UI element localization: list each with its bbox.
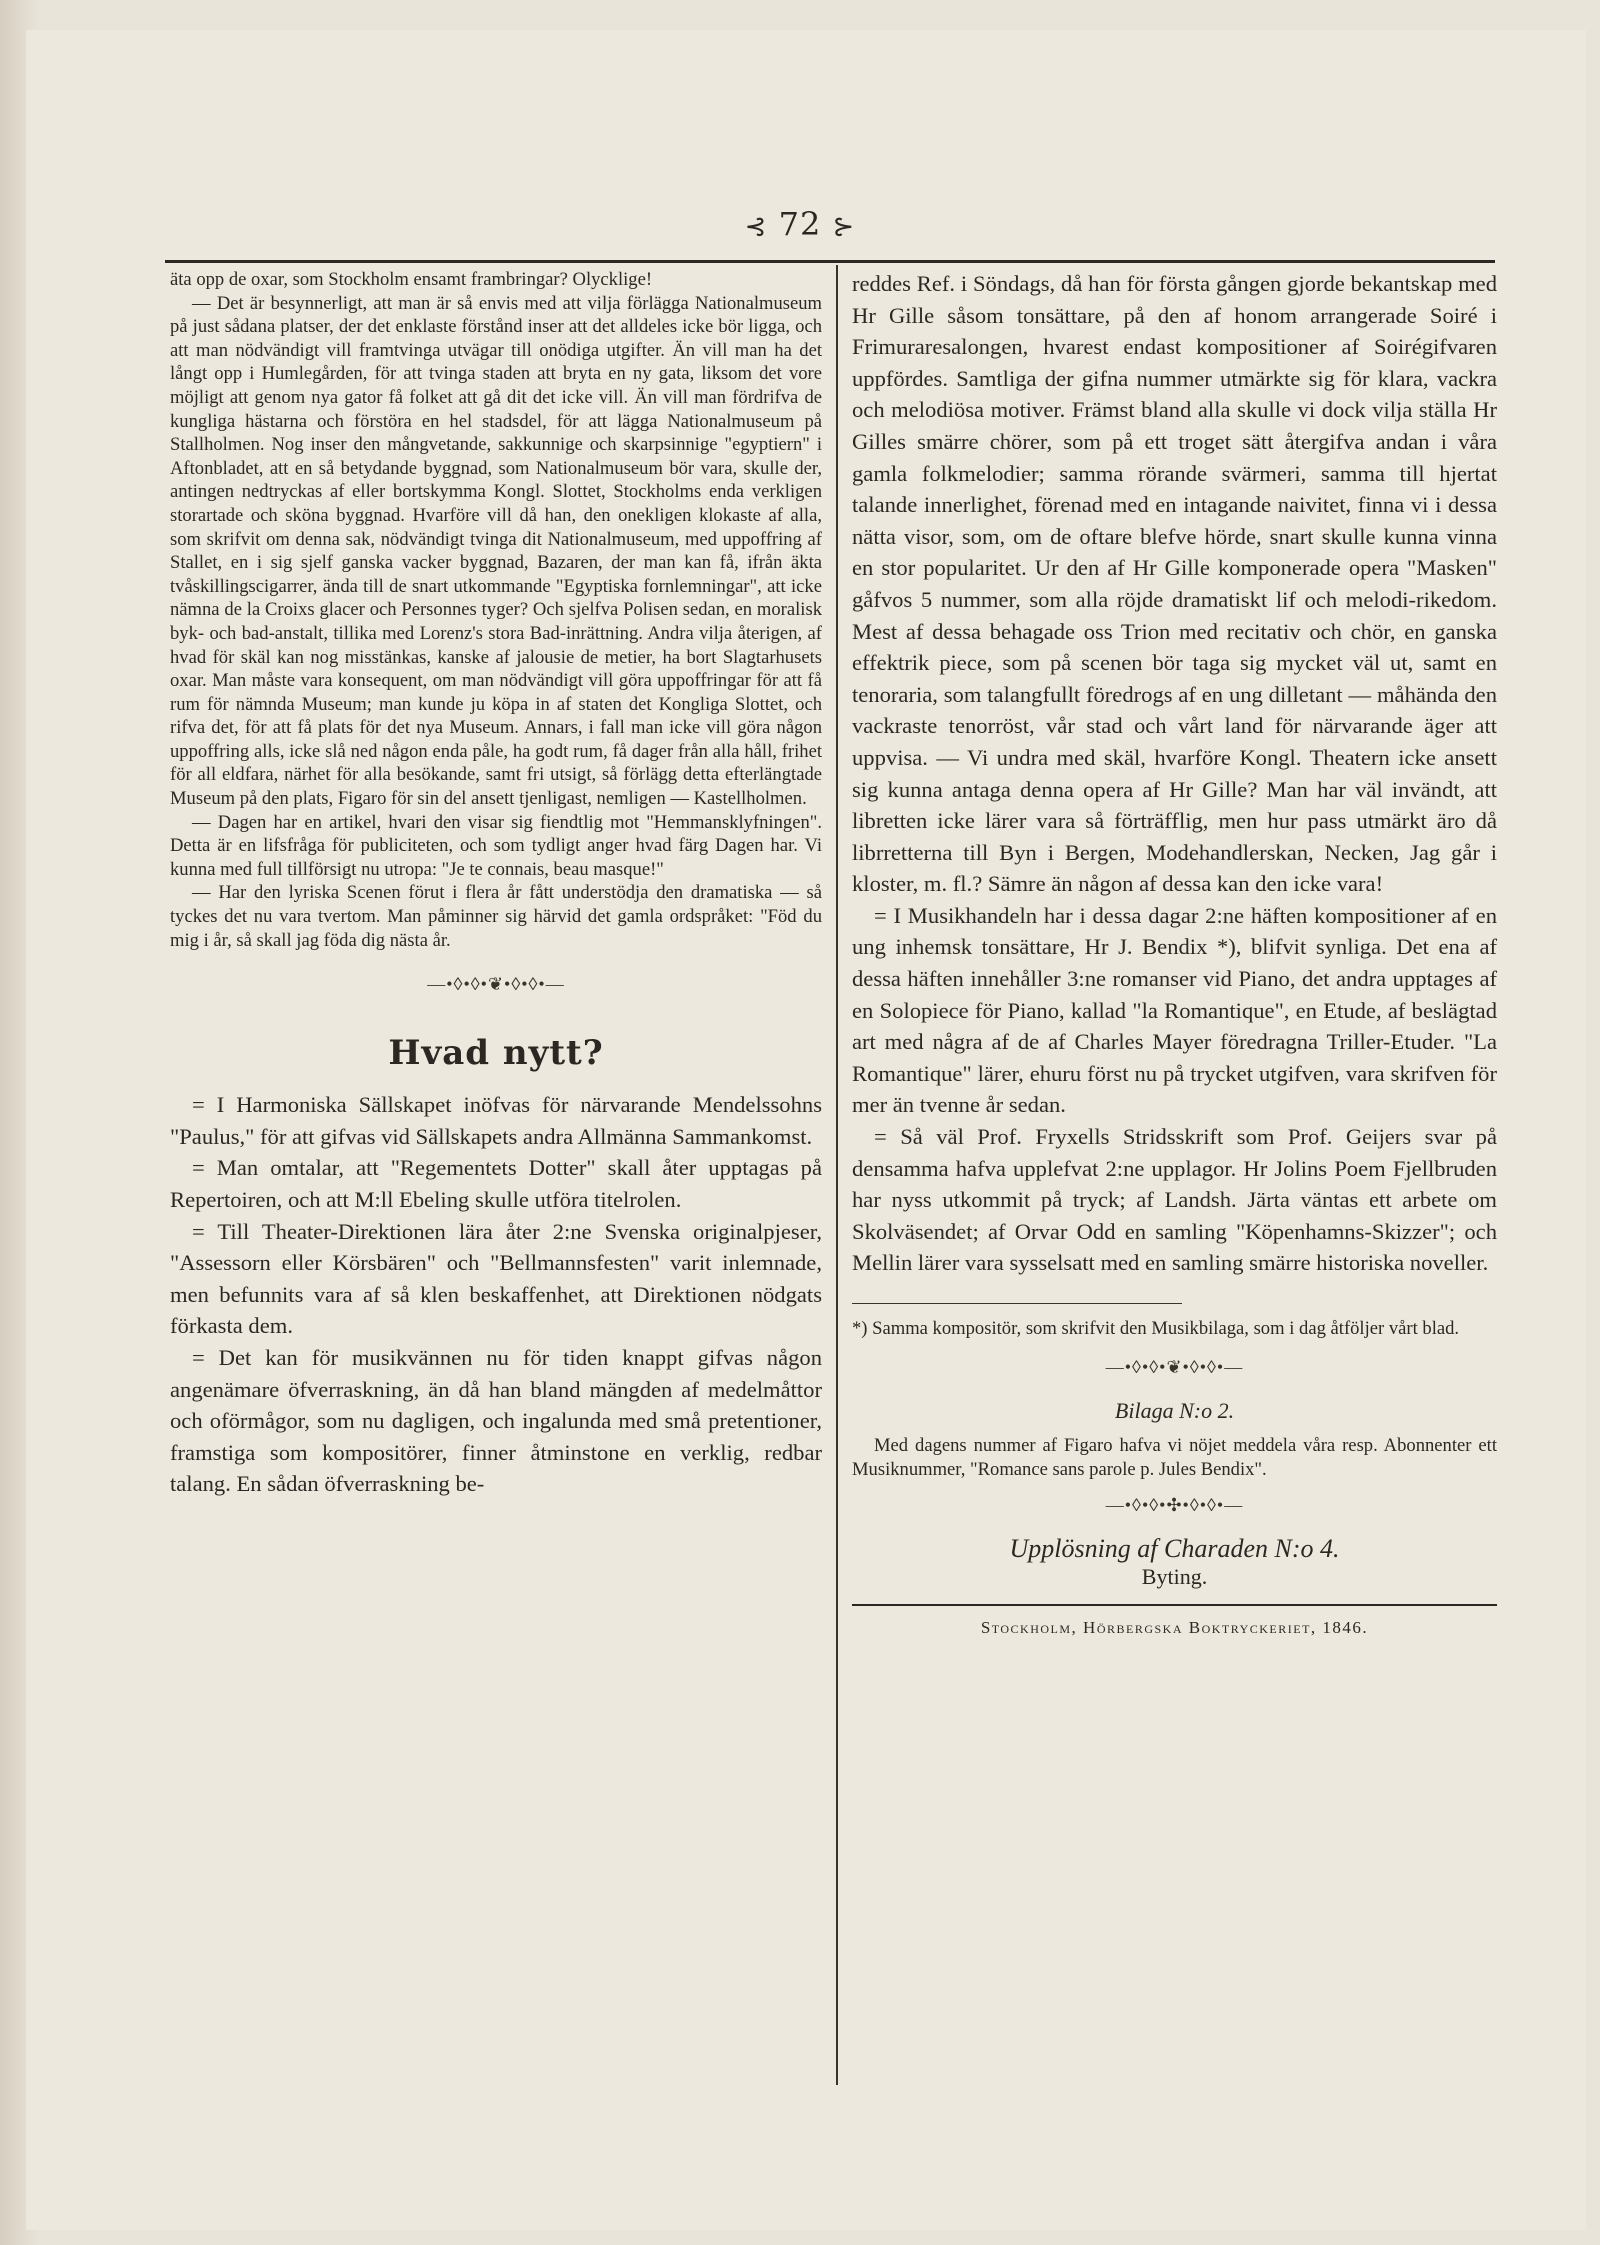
imprint-rule <box>852 1604 1497 1606</box>
column-divider <box>836 265 838 2085</box>
paragraph: — Dagen har en artikel, hvari den visar sig fiendtlig mot "Hemmansklyfningen". Detta är en lifsfråga för publiciteten, och som tydligt anger hvad färg Dagen har. Vi kunna med full tillförsigt nu utropa: "Je te connais, beau masque!" <box>170 811 822 880</box>
page-header <box>0 205 1600 243</box>
paragraph: äta opp de oxar, som Stockholm ensamt frambringar? Olycklige! <box>170 269 653 290</box>
section-title: Hvad nytt? <box>388 1033 604 1074</box>
section-ornament: —•◊•◊•✣•◊•◊•— <box>1105 1495 1244 1516</box>
printer-imprint: Stockholm, Hörbergska Boktryckeriet, 1846. <box>980 1618 1369 1638</box>
paragraph: reddes Ref. i Söndags, då han för första gången gjorde bekantskap med Hr Gille såsom tonsättare, på den af honom arrangerade Soiré i Frimuraresalongen, hvarest endast kompositioner af Soirégifvaren uppfördes. Samtliga der gifna nummer utmärkte sig för klara, vackra och melodiösa motiver. Främst bland alla skulle vi dock vilja ställa Hr Gilles smärre chörer, som på ett troget sätt återgifva andan i våra gamla folkmelodier; samma rörande svärmeri, samma till hjertat talande innerlighet, förenad med en intagande naivitet, finna vi i dessa nätta visor, som, om de oftare blefve hörde, snart skulle kunna vinna en stor popularitet. Ur den af Hr Gille komponerade opera "Masken" gåfvos 5 nummer, som alla röjde dramatiskt lif och melodi-rikedom. Mest af dessa behagade oss Trion med recitativ och chör, en ganska effektrik piece, som på scenen bör taga sig mycket väl ut, samt en tenoraria, som talangfullt föredrogs af en ung dilletant — måhända den vackraste tenorröst, vår stad och vårt land för närvarande äger att uppvisa. — Vi undra med skäl, hvarföre Kongl. Theatern icke ansett sig kunna antaga denna opera af Hr Gille? Man har väl invändt, att libretten icke lärer vara så förträfflig, men hur pass utmärkt äro då librretterna till Byn i Bergen, Modehandlerskan, Necken, Jag går i kloster, m. fl.? Sämre än någon af dessa kan den icke vara! <box>852 271 1497 897</box>
upplosning-title: Upplösning af Charaden N:o 4. <box>1009 1534 1340 1564</box>
news-continued <box>852 268 1497 1279</box>
page-number: 72 <box>778 205 822 243</box>
section-ornament: —•◊•◊•❦•◊•◊•— <box>427 974 565 995</box>
header-rule <box>165 260 1495 263</box>
footnote-rule <box>852 1303 1182 1304</box>
header-ornament-right: ⊱ <box>832 212 856 242</box>
upplosning-answer: Byting. <box>1141 1564 1208 1590</box>
news-item: = Till Theater-Direktionen lära åter 2:ne Svenska originalpjeser, "Assessorn eller Körsbären" och "Bellmannsfesten" varit inlemnade, men befunnits vara af så klen beskaffenhet, att Direktionen nödgats förkasta dem. <box>170 1218 822 1339</box>
right-column <box>852 268 1497 1638</box>
paragraph: = I Musikhandeln har i dessa dagar 2:ne häften kompositioner af en ung inhemsk tonsättare, Hr J. Bendix *), blifvit synliga. Det ena af dessa häften innehåller 3:ne romanser vid Piano, det andra upptages af en Solopiece för Piano, kallad "la Romantique", en Etude, af beslägtad art med några af de af Charles Mayer föredragna Triller-Etuder. "La Romantique" lärer, ehuru först nu på trycket utgifven, vara skrifven för mer än tvenne år sedan. <box>852 902 1497 1118</box>
left-column <box>170 268 822 1500</box>
news-item: = I Harmoniska Sällskapet inöfvas för närvarande Mendelssohns "Paulus," för att gifvas vid Sällskapets andra Allmänna Sammankomst. <box>170 1092 822 1149</box>
header-ornament-left: ⊰ <box>744 212 768 242</box>
bilaga-notice <box>852 1434 1497 1481</box>
bilaga-title: Bilaga N:o 2. <box>1114 1398 1235 1423</box>
footnote <box>852 1316 1497 1341</box>
paragraph: — Har den lyriska Scenen förut i flera år fått understödja den dramatiska — så tyckes det nu vara tvertom. Man påminner sig härvid det gamla ordspråket: "Föd du mig i år, så skall jag föda dig nästa år. <box>170 882 822 951</box>
news-item: = Man omtalar, att "Regementets Dotter" skall åter upptagas på Repertoiren, och att M:ll Ebeling skulle utföra titelrolen. <box>170 1155 822 1212</box>
paragraph: — Det är besynnerligt, att man är så envis med att vilja förlägga Nationalmuseum på just sådana platser, der det enklaste förstånd inser att det alldeles icke bör ligga, och att man nödvändigt vill framtvinga utvägar till onödiga utgifter. Än vill man ha det långt opp i Humlegården, för att tvinga staden att bryta en ny gata, liksom det vore möjligt att genom nya gator få folket att gå dit det icke vill. Än vill man fördrifva de kungliga hästarna och förstöra en hel stadsdel, för att lägga Nationalmuseum på Stallholmen. Nog inser den mångvetande, sakkunnige och skarpsinnige "egyptiern" i Aftonbladet, att en så betydande byggnad, som Nationalmuseum bör vara, skulle der, antingen nedtryckas af eller bortskymma Kongl. Slottet, Stockholms enda verkligen storartade och sköna byggnad. Hvarföre vill då han, den onekligen klokaste af alla, som skrifvit om denna sak, nödvändigt tvinga dit Nationalmuseum, med uppoffring af Stallet, en i sig sjelf ganska vacker byggnad, Bazaren, der man kan få, ifrån äkta tvåskillingscigarrer, ända till de snart utkommande "Egyptiska fornlemningar", att icke nämna de la Croixs glacer och Personnes tyger? Och sjelfva Polisen sedan, en moralisk byk- och bad-anstalt, tillika med Lorenz's stora Bad-inrättning. Andra vilja återigen, af hvad för skäl kan nog misstänkas, kanske af jalousie de metier, ha bort Slagtarhusets oxar. Man måste vara konsequent, om man nödvändigt vill göra uppoffringar för att få rum för nämnda Museum; man kunde ju köpa in af staten det Kongliga Slottet, och rifva det, för att få plats för det nya Museum. Annars, i fall man icke vill göra någon uppoffring alls, icke slå ned någon enda påle, ha godt rum, få dager från alla håll, frihet för all eldfara, närhet för alla besökande, samt fri utsigt, så förlägg detta efterlängtade Museum på den plats, Figaro för sin del ansett tjenligast, nemligen — Kastellholmen. <box>170 292 822 810</box>
bilaga-text: Med dagens nummer af Figaro hafva vi nöjet meddela våra resp. Abonnenter ett Musiknummer, "Romance sans parole p. Jules Bendix". <box>852 1435 1497 1480</box>
footnote-text: *) Samma kompositör, som skrifvit den Musikbilaga, som i dag åtföljer vårt blad. <box>852 1318 1460 1339</box>
article-nationalmuseum <box>170 268 822 952</box>
section-ornament: —•◊•◊•❦•◊•◊•— <box>1105 1357 1244 1377</box>
paragraph: = Så väl Prof. Fryxells Stridsskrift som Prof. Geijers svar på densamma hafva upplefvat 2:ne upplagor. Hr Jolins Poem Fjellbruden har nyss utkommit på tryck; af Landsh. Järta väntas ett arbete om Skolväsendet; af Orvar Odd en samling "Köpenhamns-Skizzer"; och Mellin lärer vara sysselsatt med en samling smärre historiska noveller. <box>852 1124 1497 1276</box>
news-item: = Det kan för musikvännen nu för tiden knappt gifvas någon angenämare öfverraskning, än då han bland mängden af medelmåttor och oförmågor, som nu dagligen, och ingalunda med små pretentioner, framstiga som kompositörer, finner åtminstone en verklig, redbar talang. En sådan öfverraskning be- <box>170 1344 822 1497</box>
news-items <box>170 1089 822 1500</box>
